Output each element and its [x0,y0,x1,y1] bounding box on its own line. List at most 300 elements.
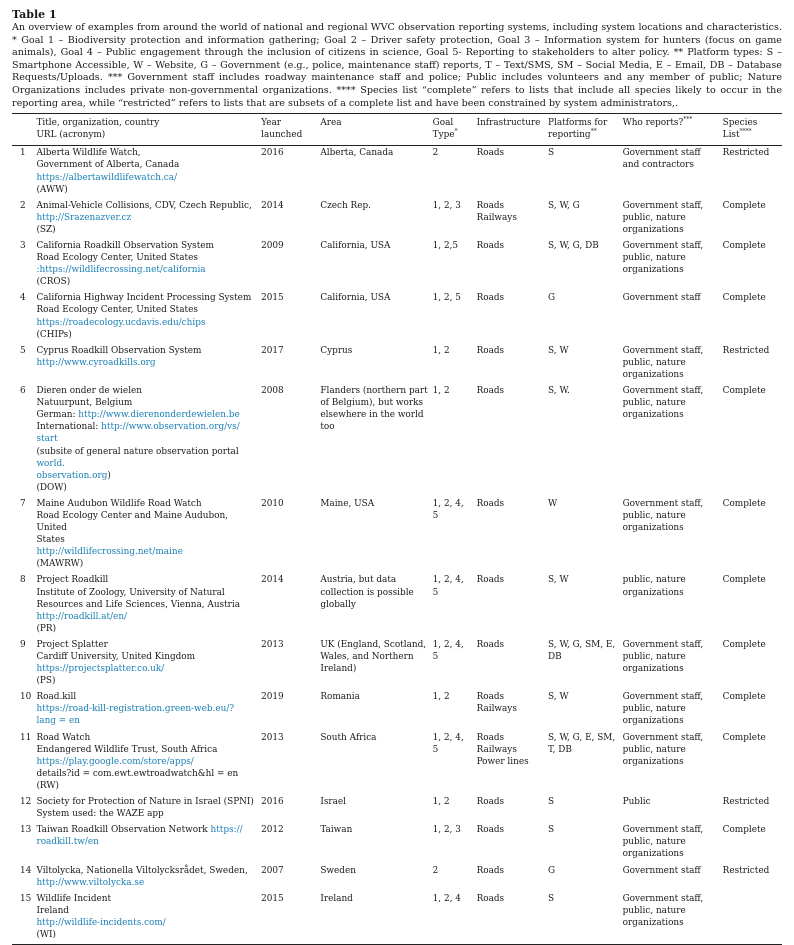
url-link[interactable]: start [36,434,58,445]
table-row [12,239,782,291]
header-year: Year launched [261,118,303,141]
title-text: (CROS) [36,277,71,288]
title-line [36,546,257,558]
title-line [36,421,257,433]
platforms: S, W [548,692,569,703]
title-line [36,409,257,421]
title-line [36,877,257,889]
who-reports: public, nature [622,905,686,916]
area: Romania [320,692,360,703]
platforms: S, W. [548,386,570,397]
who-reports: Government staff, [622,639,704,650]
goal-type: 5 [432,652,439,662]
url-link[interactable]: https:// [210,825,243,836]
area-cell [318,497,430,574]
title-line [36,639,257,651]
title-line [36,224,257,236]
title-line [36,397,257,409]
title-line [36,808,257,820]
title-text: International: [36,422,102,433]
who-reports: public, nature [622,744,686,755]
title-line [36,917,257,929]
title-text: Government of Alberta, Canada [36,160,180,171]
row-title-cell [34,497,259,574]
url-link[interactable]: roadkill.tw/en [36,837,99,848]
infrastructure: Roads [476,200,505,211]
title-line [36,703,257,715]
area-cell [318,731,430,795]
row-number: 1 [20,148,26,159]
infrastructure: Roads [476,692,505,703]
row-title-cell [34,291,259,343]
url-link[interactable]: http://www.viltolycka.se [36,877,145,888]
title-line [36,240,257,252]
who-reports: organizations [622,410,684,421]
area-cell [318,384,430,497]
table-row [12,638,782,690]
url-link[interactable]: http://roadkill.at/en/ [36,611,128,622]
who-reports: Government staff, [622,241,704,251]
infrastructure-cell [475,731,546,795]
who-reports-cell [621,497,721,574]
title-text: Project Splatter [36,639,108,650]
row-title-cell [34,795,259,823]
title-line [36,252,257,264]
area: Israel [320,797,347,808]
url-link[interactable]: lang = en [36,716,81,727]
area: UK (England, Scotland, [320,639,427,650]
infrastructure: Roads [476,386,505,397]
goal-type: 5 [432,587,439,598]
header-species-list: Species List**** [722,118,758,141]
table-row [12,892,782,945]
who-reports: organizations [622,716,684,727]
header-who-reports: Who reports?*** [622,116,693,129]
who-reports-cell [621,384,721,497]
url-link[interactable]: http://www.dierenonderdewielen.be [78,410,240,421]
species-list: Complete [722,200,766,211]
row-number: 7 [20,498,26,509]
table-row [12,497,782,574]
row-title-cell [34,892,259,945]
who-reports: public, nature [622,212,686,223]
infrastructure: Railways [476,212,517,223]
header-goal: Goal Type* [432,118,458,141]
area-cell [318,690,430,730]
url-link[interactable]: observation.org [36,470,108,481]
area: Cyprus [320,345,353,356]
title-text: California Roadkill Observation System [36,241,214,251]
title-text: Alberta Wildlife Watch, [36,148,141,159]
who-reports-cell [621,573,721,637]
who-reports: organizations [622,523,684,534]
title-line [36,510,257,534]
area: Czech Rep. [320,200,371,211]
goal-type-cell [431,239,475,291]
title-line [36,732,257,744]
area: Ireland) [320,664,357,675]
title-text: Cardiff University, United Kingdom [36,652,196,662]
row-title-cell [34,384,259,497]
title-line [36,768,257,780]
header-number [12,114,34,146]
platforms: DB [548,652,562,662]
goal-type-cell [431,573,475,637]
who-reports: Government staff, [622,386,704,397]
who-reports-cell [621,199,721,239]
title-line [36,276,257,288]
area: globally [320,599,356,610]
title-line [36,756,257,768]
table-row [12,795,782,823]
platforms: G [548,865,556,876]
who-reports: organizations [622,917,684,928]
header-title: Title, organization, country URL (acronym) [36,118,160,141]
row-number: 4 [20,293,26,304]
title-line [36,865,257,877]
url-link[interactable]: :https://wildlifecrossing.net/california [36,265,206,276]
title-text: German: [36,410,79,421]
title-text: (subsite of general nature observation portal [36,446,239,457]
title-line [36,780,257,792]
area: South Africa [320,732,377,743]
infrastructure-cell [475,864,546,892]
url-link[interactable]: world. [36,458,65,469]
goal-type: 2 [432,148,439,159]
year-launched: 2010 [261,498,284,509]
infrastructure-cell [475,291,546,343]
platforms: W [548,498,558,509]
infrastructure-cell [475,690,546,730]
url-link[interactable]: https://albertawildlifewatch.ca/ [36,172,178,183]
who-reports: Government staff, [622,825,704,836]
row-number: 3 [20,241,26,251]
area-cell [318,795,430,823]
who-reports: public, nature [622,575,686,586]
who-reports: Government staff, [622,732,704,743]
title-line [36,574,257,586]
row-number: 12 [20,797,32,808]
goal-type-cell [431,864,475,892]
goal-type: 2 [432,865,439,876]
title-text: System used: the WAZE app [36,809,164,820]
area: Sweden [320,865,356,876]
infrastructure: Roads [476,893,505,904]
title-text: Natuurpunt, Belgium [36,398,133,409]
infrastructure: Roads [476,575,505,586]
url-link[interactable]: http://wildlife-incidents.com/ [36,917,166,928]
infrastructure: Roads [476,345,505,356]
table-row [12,731,782,795]
area-cell [318,146,430,199]
platforms-cell [546,638,621,690]
platforms: S, W, G, E, SM, [548,732,616,743]
row-title-cell [34,823,259,863]
year-launched: 2008 [261,386,284,397]
platforms-cell [546,146,621,199]
row-number: 13 [20,825,32,836]
species-list: Complete [722,498,766,509]
year-launched: 2015 [261,293,284,304]
table-caption: An overview of examples from around the world of national and regional WVC observation reporting systems, including system locations and characteristics. * Goal 1 – Biodiversity protection and information gathering; Goal 2 – Driver safety protection, Goal 3 – Information system for hunters (focus on game animals), Goal 4 – Public engagement through the inclusion of citizens in science, Goal 5- Reporting to stakeholders to alter policy. ** Platform types: S – Smartphone Accessible, W – Website, G – Government (e.g., police, maintenance staff) reports, T – Text/SMS, SM – Social Media, E – Email, DB – Database Requests/Uploads. *** Government staff includes roadway maintenance staff and police; Public includes volunteers and any member of public; Nature Organizations includes private non-governmental organizations. **** Species list “complete” refers to lists that include all species likely to occur in the reporting area, while “restricted” refers to lists that are subsets of a complete list and have been constrained by system administrators,. [12,22,782,109]
title-text: ) [107,470,111,481]
who-reports: organizations [622,224,684,235]
table-row [12,864,782,892]
row-number: 10 [20,692,32,703]
title-line [36,651,257,663]
who-reports: public, nature [622,398,686,409]
infrastructure-cell [475,344,546,384]
species-list: Complete [722,692,766,703]
goal-type: 1, 2,5 [432,241,459,251]
url-link[interactable]: http://www.cyroadkills.org [36,357,156,368]
title-line [36,796,257,808]
species-list: Complete [722,825,766,836]
row-number: 5 [20,345,26,356]
who-reports-cell [621,146,721,199]
goal-type-cell [431,291,475,343]
table-row [12,199,782,239]
year-launched: 2009 [261,241,284,251]
area-cell [318,239,430,291]
who-reports-cell [621,239,721,291]
area-cell [318,291,430,343]
url-link[interactable]: https://roadecology.ucdavis.edu/chips [36,317,206,328]
infrastructure-cell [475,239,546,291]
table-label: Table 1 [12,8,57,21]
title-line [36,212,257,224]
area-cell [318,864,430,892]
title-line [36,482,257,494]
infrastructure: Railways [476,704,517,715]
row-title-cell [34,573,259,637]
url-link[interactable]: https://road-kill-registration.green-web.eu/? [36,704,235,715]
title-line [36,744,257,756]
who-reports-cell [621,690,721,730]
goal-type: 1, 2, 4 [432,893,461,904]
goal-type: 5 [432,510,439,521]
platforms-cell [546,823,621,863]
infrastructure: Roads [476,293,505,304]
who-reports: Government staff, [622,692,704,703]
title-line [36,587,257,599]
platforms: G [548,293,556,304]
year-launched: 2014 [261,200,284,211]
platforms: T, DB [548,744,572,755]
title-line [36,498,257,510]
area: too [320,422,335,433]
title-text: Ireland [36,905,69,916]
infrastructure: Roads [476,241,505,251]
row-title-cell [34,239,259,291]
table-body [12,146,782,945]
goal-type-cell [431,384,475,497]
table-row [12,344,782,384]
goal-type-cell [431,731,475,795]
url-link[interactable]: http://Srazenazver.cz [36,212,132,223]
title-text: States [36,535,65,546]
infrastructure: Roads [476,732,505,743]
header-platforms: Platforms for reporting** [548,118,608,141]
url-link[interactable]: http://wildlifecrossing.net/maine [36,547,183,558]
platforms-cell [546,239,621,291]
platforms-cell [546,864,621,892]
species-list: Restricted [722,345,770,356]
row-title-cell [34,690,259,730]
title-text: Project Roadkill [36,575,109,586]
species-list: Complete [722,732,766,743]
goal-type-cell [431,344,475,384]
title-line [36,558,257,570]
title-text: California Highway Incident Processing System [36,293,252,304]
header-infrastructure: Infrastructure [476,118,541,129]
platforms: S [548,893,555,904]
title-text: (RW) [36,780,59,791]
title-line [36,663,257,675]
species-list: Restricted [722,797,770,808]
goal-type: 5 [432,744,439,755]
title-text: Road.kill [36,692,77,703]
platforms-cell [546,795,621,823]
who-reports: public, nature [622,837,686,848]
who-reports: Government staff [622,293,701,304]
who-reports: Public [622,797,651,808]
title-text: Society for Protection of Nature in Israel (SPNI) [36,797,254,808]
title-line [36,824,257,836]
goal-type: 1, 2, 4, [432,732,464,743]
year-launched: 2007 [261,865,284,876]
area: Austria, but data [320,575,397,586]
title-text: Resources and Life Sciences, Vienna, Austria [36,599,241,610]
goal-type: 1, 2 [432,797,450,808]
infrastructure-cell [475,892,546,945]
title-line [36,357,257,369]
area-cell [318,638,430,690]
title-line [36,292,257,304]
infrastructure-cell [475,638,546,690]
platforms-cell [546,384,621,497]
title-text: Taiwan Roadkill Observation Network [36,825,211,836]
platforms: S [548,148,555,159]
infrastructure: Roads [476,825,505,836]
species-list: Restricted [722,148,770,159]
goal-type: 1, 2, 4, [432,575,464,586]
title-text: Viltolycka, Nationella Viltolycksrådet, Sweden, [36,865,248,876]
row-number: 14 [20,865,32,876]
infrastructure-cell [475,823,546,863]
who-reports-cell [621,344,721,384]
table-row [12,384,782,497]
goal-type: 1, 2, 3 [432,200,461,211]
row-title-cell [34,344,259,384]
title-text: Road Ecology Center, United States [36,305,198,316]
area-cell [318,199,430,239]
area: Wales, and Northern [320,652,414,662]
platforms: S, W [548,575,569,586]
area: California, USA [320,293,391,304]
goal-type-cell [431,892,475,945]
area: Taiwan [320,825,353,836]
title-line [36,623,257,635]
goal-type-cell [431,690,475,730]
who-reports-cell [621,823,721,863]
platforms-cell [546,344,621,384]
goal-type: 1, 2 [432,692,450,703]
title-text: (WI) [36,929,57,940]
who-reports: organizations [622,587,684,598]
row-title-cell [34,638,259,690]
title-line [36,159,257,171]
who-reports: organizations [622,756,684,767]
url-link[interactable]: http://www.observation.org/vs/ [101,422,240,433]
who-reports: organizations [622,369,684,380]
title-line [36,836,257,848]
year-launched: 2016 [261,797,284,808]
table-row [12,690,782,730]
row-title-cell [34,199,259,239]
who-reports: organizations [622,664,684,675]
table-row [12,291,782,343]
title-line [36,433,257,445]
year-launched: 2013 [261,639,284,650]
platforms: S, W, G, SM, E, [548,639,616,650]
wvc-systems-table [12,113,782,945]
who-reports-cell [621,892,721,945]
title-line [36,385,257,397]
who-reports-cell [621,731,721,795]
title-line [36,534,257,546]
species-list: Complete [722,386,766,397]
row-number: 6 [20,386,26,397]
title-text: Cyprus Roadkill Observation System [36,345,202,356]
row-number: 15 [20,893,32,904]
year-launched: 2017 [261,345,284,356]
header-area: Area [320,118,342,129]
goal-type: 1, 2, 4, [432,498,464,509]
area-cell [318,344,430,384]
title-line [36,345,257,357]
infrastructure: Power lines [476,756,529,767]
title-line [36,691,257,703]
area-cell [318,823,430,863]
goal-type: 1, 2, 3 [432,825,461,836]
who-reports-cell [621,864,721,892]
year-launched: 2013 [261,732,284,743]
goal-type-cell [431,146,475,199]
who-reports: Government staff, [622,345,704,356]
title-line [36,264,257,276]
title-text: Road Ecology Center and Maine Audubon, United [36,510,229,534]
species-list: Complete [722,639,766,650]
url-link[interactable]: https://play.google.com/store/apps/ [36,756,194,767]
who-reports: and contractors [622,160,694,171]
goal-type: 1, 2 [432,386,450,397]
row-title-cell [34,731,259,795]
who-reports-cell [621,795,721,823]
title-text: (CHIPs) [36,329,72,340]
title-line [36,329,257,341]
url-link[interactable]: https://projectsplatter.co.uk/ [36,664,165,675]
title-line [36,675,257,687]
species-list: Complete [722,293,766,304]
infrastructure-cell [475,573,546,637]
title-text: (AWW) [36,184,68,195]
infrastructure: Railways [476,744,517,755]
title-text: Endangered Wildlife Trust, South Africa [36,744,218,755]
goal-type: 1, 2, 4, [432,639,464,650]
title-line [36,147,257,159]
goal-type-cell [431,199,475,239]
